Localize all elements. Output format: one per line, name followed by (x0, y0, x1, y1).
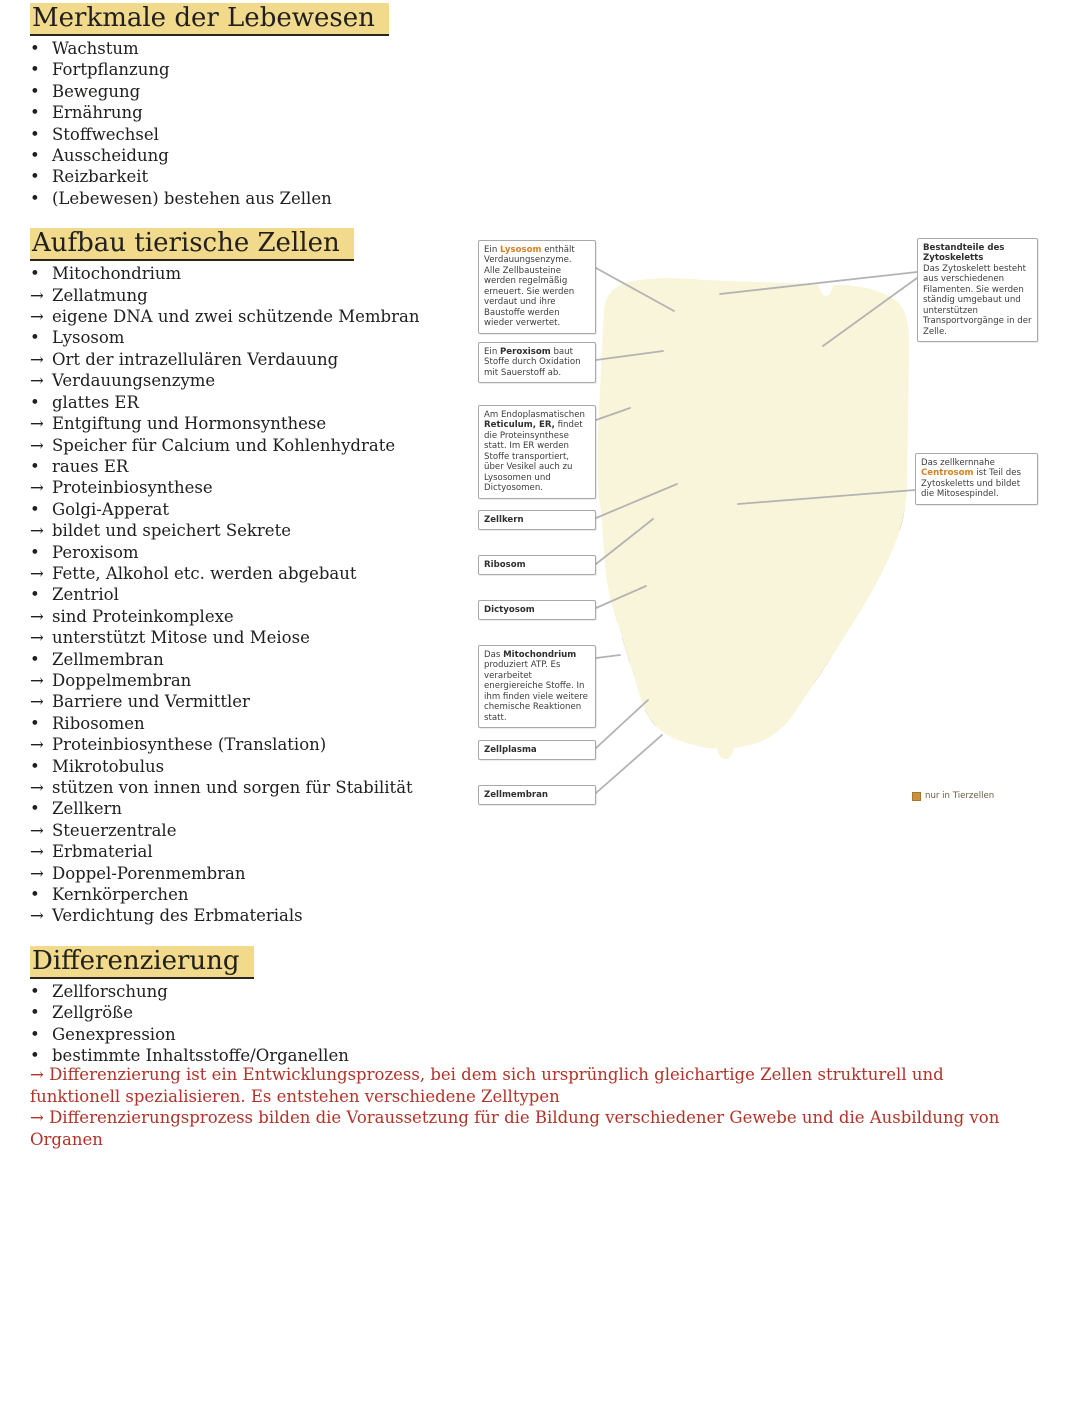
callout-text-post: produziert ATP. Es verarbeitet energiereiche Stoffe. In ihm finden viele weitere chemische Reaktionen statt. (484, 660, 588, 723)
callout-text-post: baut Stoffe durch Oxidation mit Sauerstoff ab. (484, 347, 581, 378)
list-marker: • (30, 756, 40, 776)
list-item-text: Doppelmembran (52, 670, 192, 690)
callout-text-post: enthält Verdauungsenzyme. Alle Zellbausteine werden regelmäßig erneuert. Sie werden verdaut und ihre Baustoffe werden wieder verwertet. (484, 245, 575, 329)
callout-keyword: Zellplasma (484, 745, 537, 755)
list-item-text: Speicher für Calcium und Kohlenhydrate (52, 435, 396, 455)
list-marker: • (30, 499, 40, 519)
section-aufbau (30, 227, 480, 927)
callout-keyword: Zellkern (484, 515, 524, 525)
list-marker: → (30, 906, 44, 926)
list-marker: • (30, 124, 40, 144)
list-item (30, 166, 480, 187)
section-title-text: Aufbau tierische Zellen (30, 228, 354, 261)
animal-cell-figure (470, 232, 1040, 817)
list-marker: → (30, 863, 44, 883)
list-item (30, 392, 480, 413)
legend-label: nur in Tierzellen (925, 791, 995, 801)
list-item (30, 435, 480, 456)
callout-text-pre: Das (484, 650, 504, 660)
list-marker: • (30, 649, 40, 669)
list-marker: • (30, 799, 40, 819)
list-marker: → (30, 307, 44, 327)
list-item (30, 820, 480, 841)
list-item-text: Lysosom (52, 328, 125, 348)
list-marker: → (30, 478, 44, 498)
list-item-text: Proteinbiosynthese (Translation) (52, 735, 327, 755)
list-item-text: Zellgröße (52, 1003, 133, 1023)
callout-text-pre: Das zellkernnahe (921, 458, 995, 468)
section-title-aufbau (30, 227, 480, 259)
list-item (30, 563, 480, 584)
list-marker: → (30, 414, 44, 434)
list-marker: → (30, 285, 44, 305)
list-item (30, 285, 480, 306)
callout-zellkern (478, 510, 596, 530)
list-marker: → (30, 606, 44, 626)
callout-dictyosom (478, 600, 596, 620)
list-item-text: Zellforschung (52, 981, 168, 1001)
list-item (30, 38, 480, 59)
list-item-text: stützen von innen und sorgen für Stabilität (52, 778, 413, 797)
diagram-legend (912, 791, 994, 801)
list-marker: • (30, 1024, 40, 1044)
section-title-differenzierung (30, 945, 480, 977)
callout-keyword: Ribosom (484, 560, 526, 570)
list-marker: • (30, 167, 40, 187)
list-item (30, 349, 480, 370)
list-item-text: Verdauungsenzyme (52, 371, 216, 391)
list-marker: → (30, 670, 44, 690)
list-item-text: Verdichtung des Erbmaterials (52, 906, 303, 926)
list-marker: • (30, 885, 40, 905)
aufbau-list (30, 263, 480, 927)
list-item (30, 102, 480, 123)
list-item-text: Ausscheidung (52, 146, 169, 166)
callout-zellplasma (478, 740, 596, 760)
differenzierung-list (30, 981, 480, 1067)
list-marker: • (30, 146, 40, 166)
list-item-text: Zellkern (52, 799, 123, 819)
list-marker: • (30, 81, 40, 101)
list-item-text: Steuerzentrale (52, 820, 177, 840)
list-item (30, 1024, 480, 1045)
list-item (30, 327, 480, 348)
callout-zytoskelett (917, 238, 1038, 342)
list-item-text: Proteinbiosynthese (52, 478, 213, 498)
list-item (30, 370, 480, 391)
list-marker: → (30, 692, 44, 712)
callout-er (478, 405, 596, 499)
list-item-text: eigene DNA und zwei schützende Membran (52, 307, 420, 327)
list-marker: • (30, 328, 40, 348)
list-item (30, 413, 480, 434)
section-title-text: Merkmale der Lebewesen (30, 3, 389, 36)
callout-keyword: Dictyosom (484, 605, 535, 615)
merkmale-list (30, 38, 480, 209)
list-item-text: Ort der intrazellulären Verdauung (52, 349, 339, 369)
list-item-text: Stoffwechsel (52, 124, 159, 144)
list-item (30, 713, 480, 734)
list-marker: → (30, 521, 44, 541)
list-marker: → (30, 820, 44, 840)
list-item (30, 841, 480, 862)
list-item (30, 798, 480, 819)
list-item (30, 756, 480, 777)
callout-text-pre: Ein (484, 245, 500, 255)
list-marker: → (30, 371, 44, 391)
list-item (30, 306, 480, 327)
list-item (30, 863, 480, 884)
list-marker: → (30, 778, 44, 797)
callout-text-post: Das Zytoskelett besteht aus verschiedenen Filamenten. Sie werden ständig umgebaut und unterstützen Transportvorgänge in der Zelle. (923, 263, 1032, 337)
callout-mitochondrium (478, 645, 596, 728)
callout-keyword: Lysosom (500, 245, 542, 255)
callout-text-pre: Ein (484, 347, 500, 357)
red-notes (30, 1064, 1035, 1150)
list-item-text: Golgi-Apperat (52, 499, 169, 519)
list-marker: • (30, 188, 40, 208)
section-differenzierung (30, 945, 480, 1067)
list-item-text: Fette, Alkohol etc. werden abgebaut (52, 563, 357, 583)
list-item-text: bestimmte Inhaltsstoffe/Organellen (52, 1046, 349, 1066)
list-item-text: unterstützt Mitose und Meiose (52, 628, 310, 648)
list-marker: • (30, 39, 40, 58)
list-item-text: Mikrotobulus (52, 756, 165, 776)
cell-membrane (598, 278, 909, 759)
callout-text-post: findet die Proteinsynthese statt. Im ER werden Stoffe transportiert, über Vesikel auch zu Lysosomen und Dictyosomen. (484, 420, 583, 494)
list-marker: • (30, 713, 40, 733)
list-item (30, 884, 480, 905)
list-marker: • (30, 542, 40, 562)
callout-peroxisom (478, 342, 596, 383)
callout-keyword: Mitochondrium (503, 650, 577, 660)
callout-text-post: ist Teil des Zytoskeletts und bildet die Mitosespindel. (921, 468, 1021, 500)
list-item-text: Zentriol (52, 585, 119, 605)
callout-text-pre: Am Endoplasmatischen (484, 410, 585, 420)
list-item (30, 456, 480, 477)
list-item-text: glattes ER (52, 392, 139, 412)
list-marker: • (30, 456, 40, 476)
list-item (30, 981, 480, 1002)
list-item-text: Genexpression (52, 1024, 176, 1044)
list-item (30, 542, 480, 563)
list-item-text: Fortpflanzung (52, 60, 170, 80)
list-item-text: (Lebewesen) bestehen aus Zellen (52, 188, 332, 208)
list-item (30, 59, 480, 80)
list-item (30, 188, 480, 209)
callout-keyword: Peroxisom (500, 347, 551, 357)
list-item-text: sind Proteinkomplexe (52, 606, 234, 626)
list-marker: • (30, 1003, 40, 1023)
callout-zellmembran (478, 785, 596, 805)
list-marker: → (30, 842, 44, 862)
section-title-merkmale (30, 2, 480, 34)
list-item (30, 649, 480, 670)
section-title-text: Differenzierung (30, 946, 254, 979)
list-item-text: Mitochondrium (52, 264, 182, 284)
list-marker: • (30, 981, 40, 1001)
list-item-text: Reizbarkeit (52, 167, 149, 187)
legend-swatch (912, 792, 921, 801)
list-item (30, 606, 480, 627)
list-item (30, 670, 480, 691)
list-item (30, 777, 480, 798)
list-marker: • (30, 264, 40, 284)
list-item-text: Kernkörperchen (52, 885, 189, 905)
list-item-text: Peroxisom (52, 542, 139, 562)
list-item (30, 905, 480, 926)
list-marker: → (30, 435, 44, 455)
list-item (30, 1002, 480, 1023)
list-marker: • (30, 1046, 40, 1066)
list-item (30, 124, 480, 145)
callout-keyword: Zellmembran (484, 790, 548, 800)
list-item-text: Ribosomen (52, 713, 145, 733)
list-marker: → (30, 735, 44, 755)
list-item-text: Wachstum (52, 39, 139, 58)
list-item-text: Zellatmung (52, 285, 148, 305)
list-item-text: bildet und speichert Sekrete (52, 521, 291, 541)
list-item (30, 584, 480, 605)
text-column (30, 2, 480, 1066)
callout-keyword: Reticulum, ER, (484, 420, 555, 431)
red-note-paragraph: → Differenzierungsprozess bilden die Voraussetzung für die Bildung verschiedener Gewebe und die Ausbildung von Organen (30, 1108, 1000, 1149)
list-item (30, 263, 480, 284)
list-item (30, 81, 480, 102)
list-item-text: Doppel-Porenmembran (52, 863, 246, 883)
list-marker: → (30, 628, 44, 648)
list-marker: • (30, 60, 40, 80)
callout-centrosom (915, 453, 1038, 505)
list-marker: • (30, 103, 40, 123)
list-item-text: Entgiftung und Hormonsynthese (52, 414, 327, 434)
callout-keyword: Centrosom (921, 468, 974, 479)
list-item (30, 499, 480, 520)
callout-lysosom (478, 240, 596, 334)
list-item-text: Ernährung (52, 103, 143, 123)
list-item-text: Barriere und Vermittler (52, 692, 250, 712)
list-item (30, 145, 480, 166)
callout-keyword: Bestandteile des Zytoskeletts (923, 243, 1005, 264)
list-marker: → (30, 563, 44, 583)
list-marker: → (30, 349, 44, 369)
callout-ribosom (478, 555, 596, 575)
section-merkmale (30, 2, 480, 209)
list-item (30, 520, 480, 541)
list-item (30, 691, 480, 712)
list-marker: • (30, 585, 40, 605)
red-note-paragraph: → Differenzierung ist ein Entwicklungsprozess, bei dem sich ursprünglich gleichartige Zellen strukturell und funktionell spezialisieren. Es entstehen verschiedene Zelltypen (30, 1065, 944, 1106)
list-item-text: Zellmembran (52, 649, 164, 669)
list-item (30, 734, 480, 755)
list-item (30, 627, 480, 648)
list-marker: • (30, 392, 40, 412)
list-item-text: Bewegung (52, 81, 141, 101)
list-item-text: raues ER (52, 456, 129, 476)
list-item-text: Erbmaterial (52, 842, 153, 862)
list-item (30, 477, 480, 498)
